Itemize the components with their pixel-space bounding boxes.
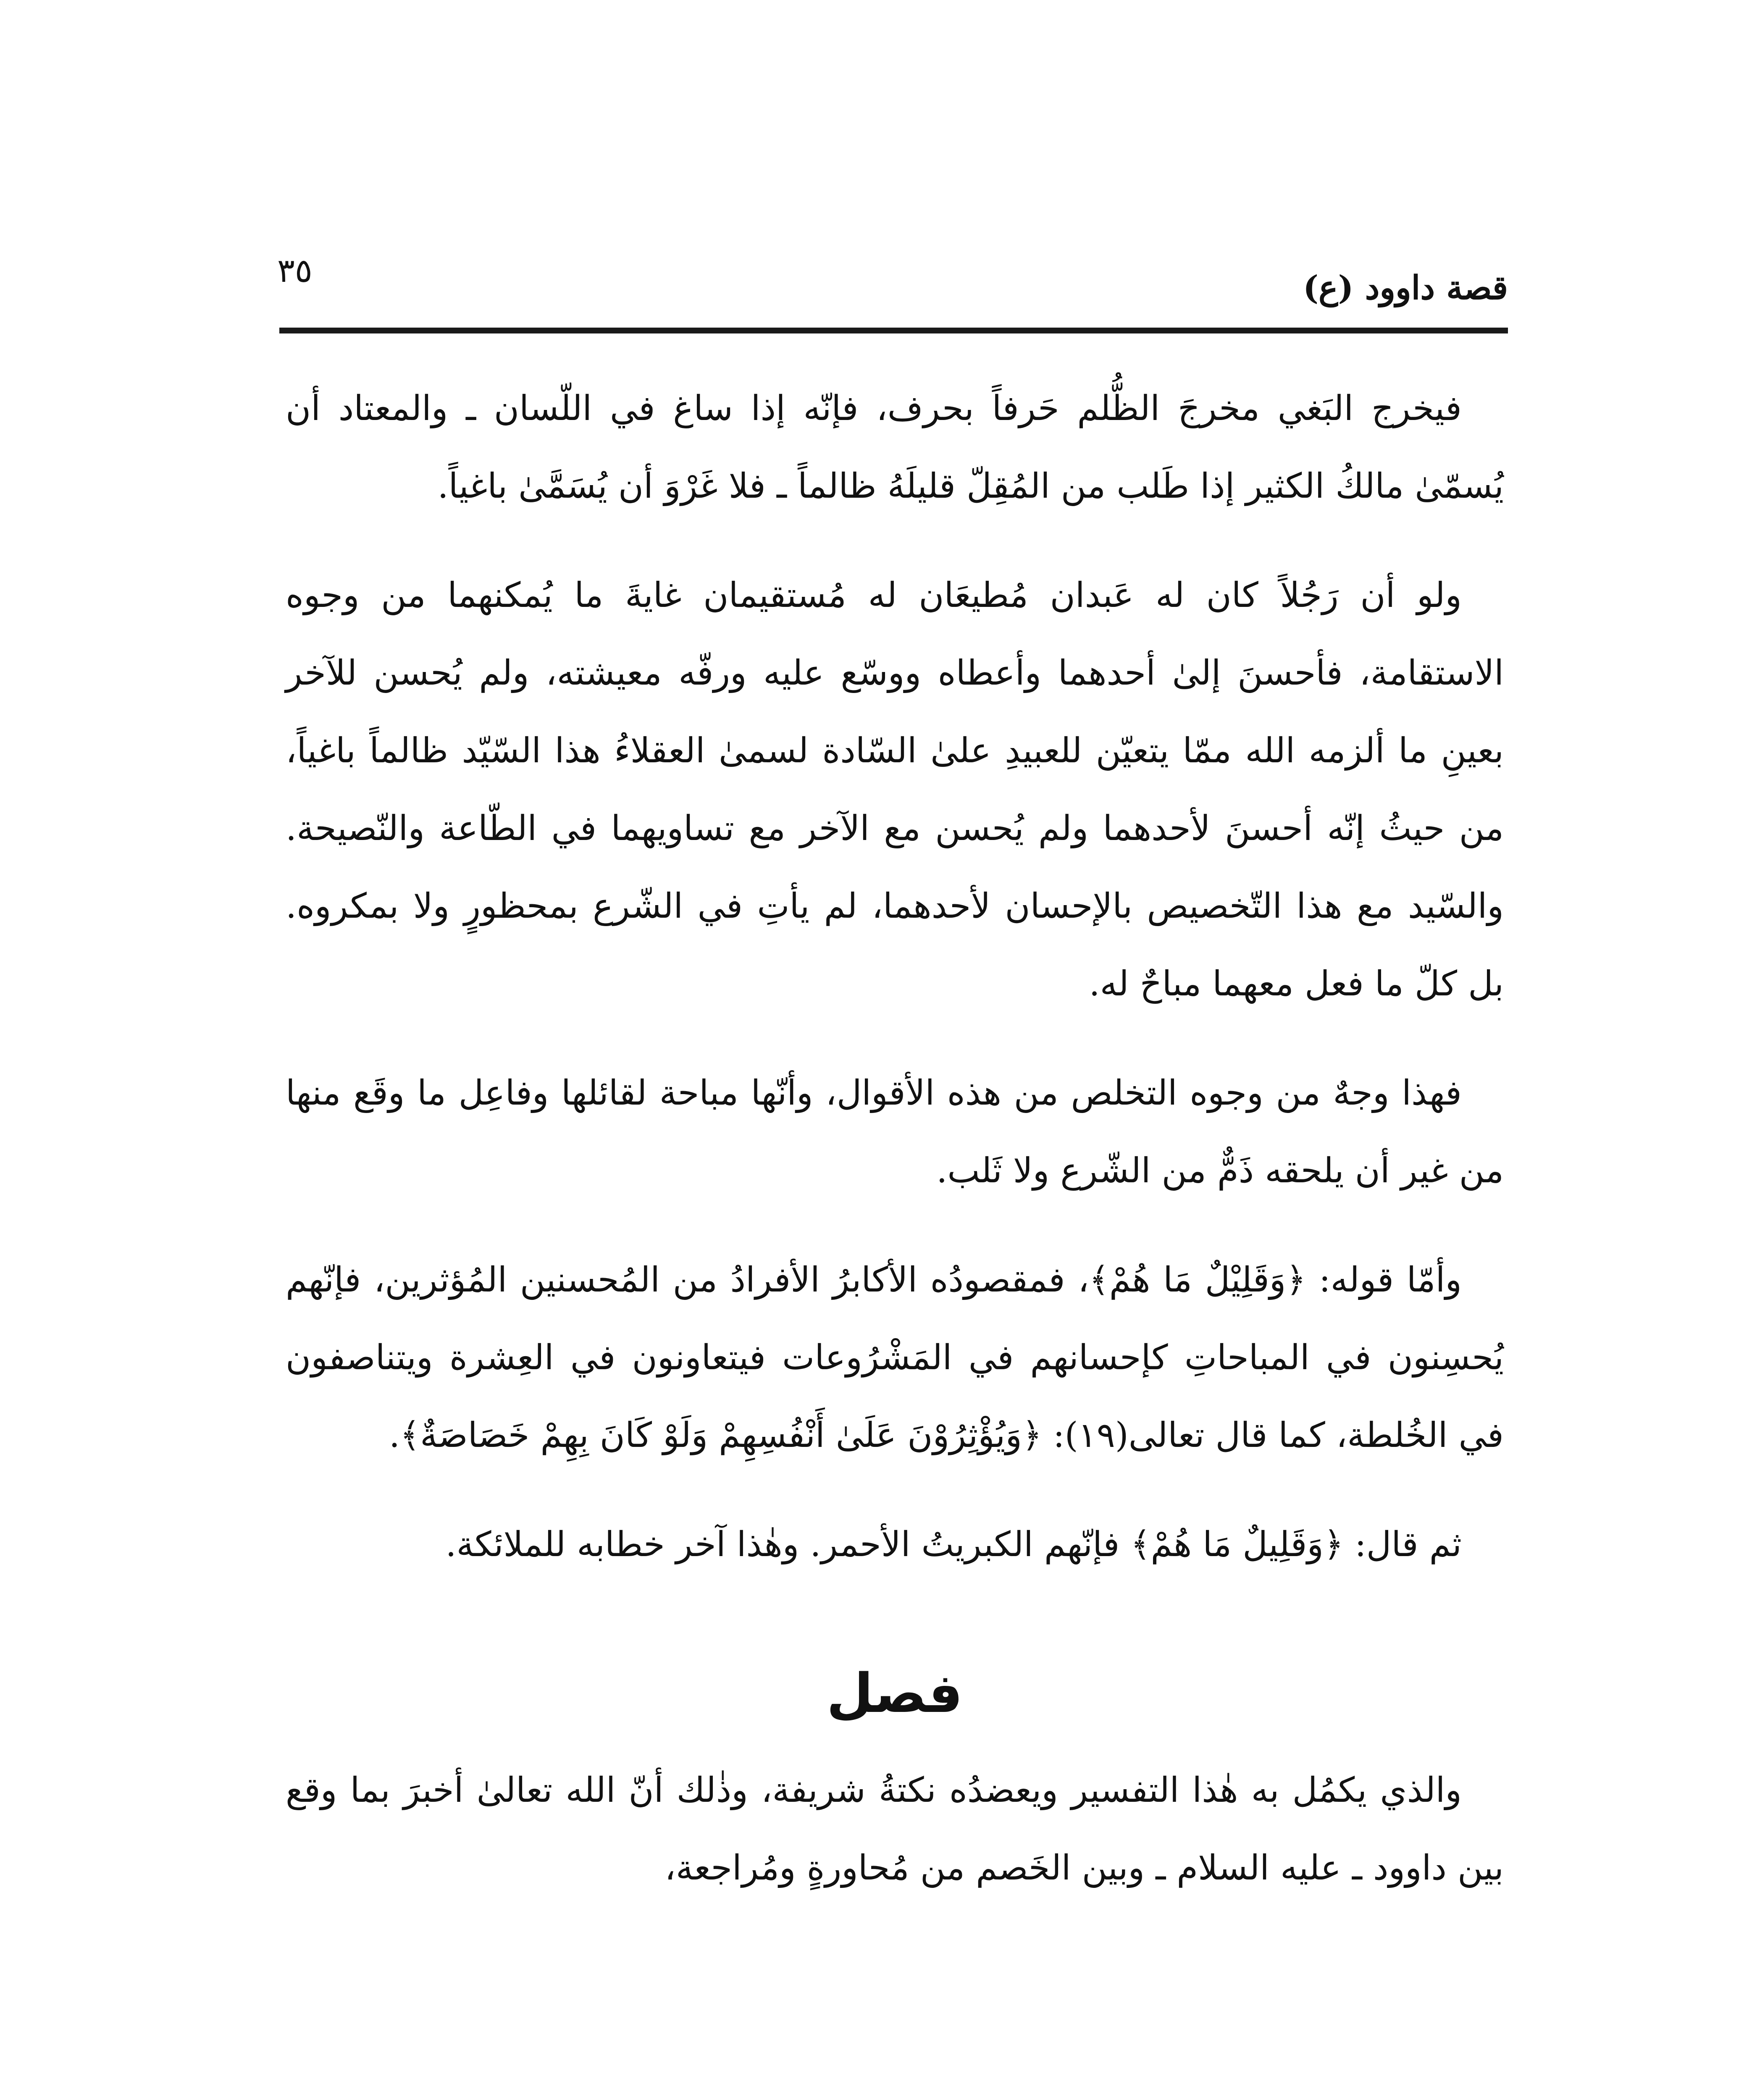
paragraph-2: ولو أن رَجُلاً كان له عَبدان مُطيعَان له مُستقيمان غايةَ ما يُمكنهما من وجوه الاستقامة، فأحسنَ إلىٰ أحدهما وأعطاه ووسّع عليه ورفّه معيشته، ولم يُحسن للآخر بعينِ ما ألزمه الله ممّا يتعيّن للعبيدِ علىٰ السّادة لسمىٰ العقلاءُ هذا السّيّد ظالماً باغياً، من حيثُ إنّه أحسنَ لأحدهما ولم يُحسن مع الآخر مع تساويهما في الطّاعة والنّصيحة. والسّيد مع هذا التّخصيص بالإحسان لأحدهما، لم يأتِ في الشّرع بمحظورٍ ولا بمكروه. بل كلّ ما فعل معهما مباحٌ له.	[286, 575, 1504, 1004]
paragraph-4: وأمّا قوله: ﴿وَقَلِيْلٌ مَا هُمْ﴾، فمقصودُه الأكابرُ الأفرادُ من المُحسنين المُؤثرين، فإنّهم يُحسِنون في المباحاتِ كإحسانهم في المَشْرُوعات فيتعاونون في العِشرة ويتناصفون في الخُلطة، كما قال تعالى(١٩): ﴿وَيُؤْثِرُوْنَ عَلَىٰ أَنْفُسِهِمْ وَلَوْ كَانَ بِهِمْ خَصَاصَةٌ﴾.	[286, 1260, 1504, 1455]
page-header	[277, 252, 1508, 326]
section-heading: فصل	[826, 1662, 963, 1725]
page-number: ٣٥	[277, 252, 313, 290]
section-paragraph: والذي يكمُل به هٰذا التفسير ويعضدُه نكتةُ شريفة، وذٰلك أنّ الله تعالىٰ أخبرَ بما وقع بين داوود ـ عليه السلام ـ وبين الخَصم من مُحاورةٍ ومُراجعة،	[286, 1770, 1504, 1888]
paragraph-5: ثم قال: ﴿وَقَلِيلٌ مَا هُمْ﴾ فإنّهم الكبريتُ الأحمر. وهٰذا آخر خطابه للملائكة.	[445, 1525, 1462, 1564]
running-title: قصة داوود (ع)	[1303, 269, 1508, 307]
paragraph-3: فهذا وجهٌ من وجوه التخلص من هذه الأقوال، وأنّها مباحة لقائلها وفاعِل ما وقَع منها من غير أن يلحقه ذَمٌّ من الشّرع ولا ثَلب.	[286, 1073, 1504, 1191]
header-divider	[279, 328, 1508, 333]
body-text	[286, 370, 1504, 1938]
paragraph-1: فيخرج البَغي مخرجَ الظُّلم حَرفاً بحرف، فإنّه إذا ساغ في اللّسان ـ والمعتاد أن يُسمّىٰ مالكُ الكثير إذا طَلب من المُقِلّ قليلَهُ ظالماً ـ فلا غَرْوَ أن يُسَمَّىٰ باغياً.	[286, 388, 1504, 506]
